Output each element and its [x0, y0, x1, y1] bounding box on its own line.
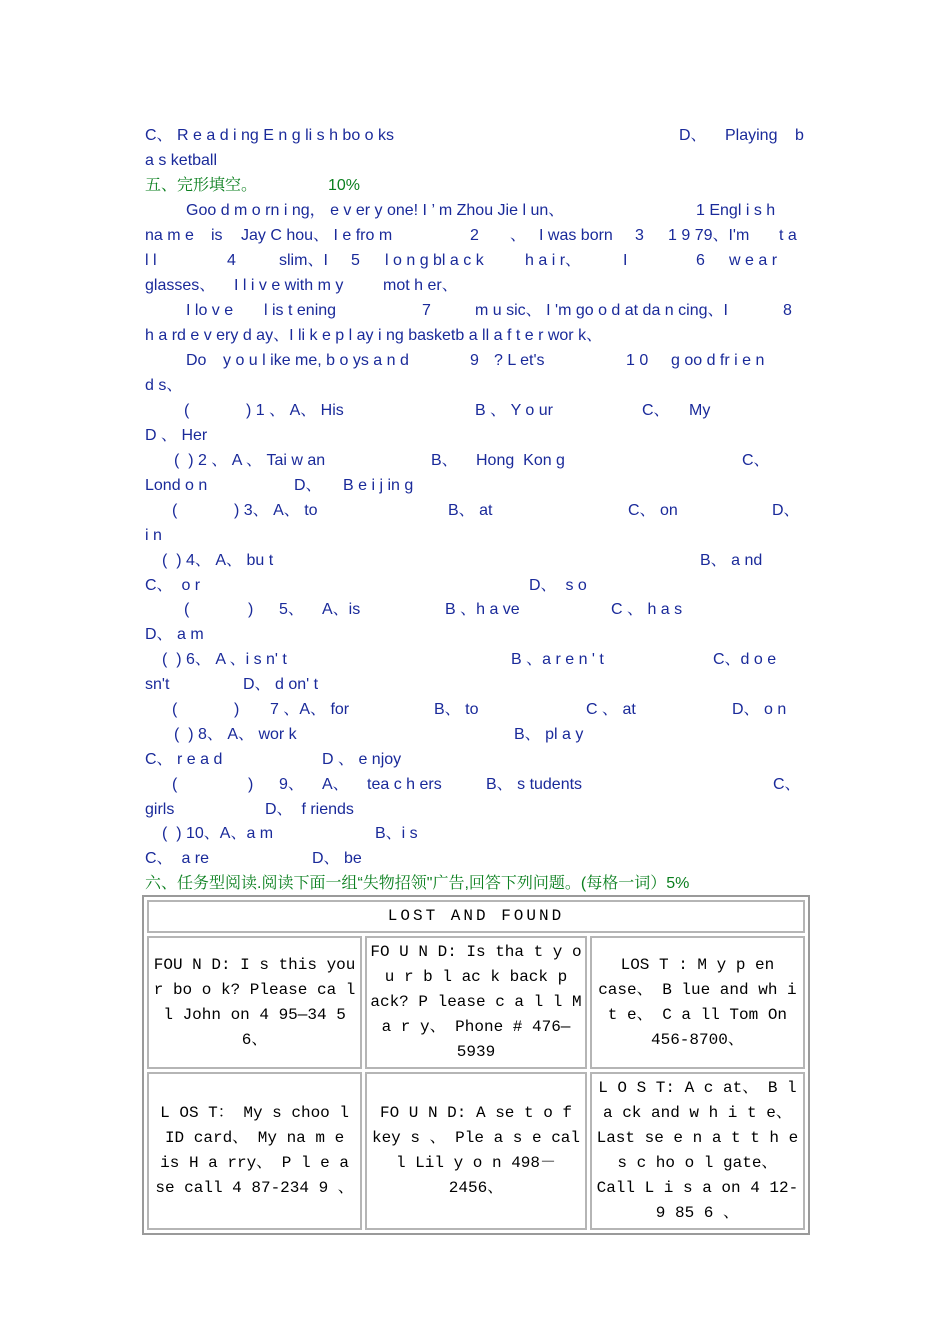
text-segment: 4	[227, 252, 236, 269]
text-line	[145, 374, 810, 398]
text-segment: C 、 at	[586, 701, 636, 718]
table-header: LOST AND FOUND	[147, 900, 805, 933]
text-segment: C、 o r	[145, 577, 201, 594]
text-segment: B、 pl a y	[514, 726, 584, 743]
notice-found-book: FOU N D: I s this you r bo o k? Please ca l l John on 4 95—34 5 6、	[147, 936, 362, 1069]
text-segment: )	[234, 701, 240, 718]
text-segment: l o n g bl a c k	[385, 252, 484, 269]
text-segment: D、 f riends	[265, 801, 354, 818]
text-segment: C、	[742, 452, 770, 469]
text-line	[145, 249, 810, 273]
text-segment: C 、 h a s	[611, 601, 683, 618]
text-line	[145, 274, 810, 298]
text-segment: tea c h ers	[367, 776, 442, 793]
text-segment: C、	[642, 402, 670, 419]
text-segment: 3	[635, 227, 644, 244]
text-line	[145, 149, 810, 173]
text-segment: 、	[510, 227, 527, 244]
text-segment: 1 Engl i s h	[696, 202, 776, 219]
text-segment: 9	[470, 352, 479, 369]
text-segment: D、 o n	[732, 701, 787, 718]
text-segment: B、 a nd	[700, 552, 763, 569]
text-segment: ) 3、 A、 to	[234, 502, 318, 519]
text-segment: girls	[145, 801, 175, 818]
text-line	[145, 424, 810, 448]
text-line	[145, 324, 810, 348]
text-segment: ( ) 2 、 A 、 Tai w an	[174, 452, 326, 469]
text-segment: I lo v e	[186, 302, 234, 319]
text-line	[145, 872, 810, 896]
text-line	[145, 449, 810, 473]
text-line	[145, 524, 810, 548]
text-segment: D、	[294, 477, 322, 494]
text-segment: B e i j in g	[343, 477, 414, 494]
text-segment: 1 0	[626, 352, 649, 369]
text-segment: slim、I	[279, 252, 328, 269]
text-line	[145, 623, 810, 647]
text-segment: Do	[186, 352, 207, 369]
text-segment: B、	[431, 452, 458, 469]
text-segment: b	[795, 127, 804, 144]
text-segment: D 、 e njoy	[322, 751, 402, 768]
text-line	[145, 673, 810, 697]
text-segment: My	[689, 402, 711, 419]
text-segment: (	[184, 402, 190, 419]
text-segment: Lond o n	[145, 477, 208, 494]
text-segment: 2	[470, 227, 479, 244]
text-segment: D、 d on' t	[243, 676, 319, 693]
text-line	[145, 549, 810, 573]
text-segment: ( ) 8、 A、 wor k	[174, 726, 297, 743]
notice-found-backpack: FO U N D: Is tha t y o u r b l ac k back p ack? P lease c a l l M a r y、 Phone # 476—5939	[365, 936, 587, 1069]
text-line	[145, 174, 810, 198]
text-segment: I l i v e with m y	[234, 277, 344, 294]
text-segment: mot h er、	[383, 277, 458, 294]
text-line	[145, 349, 810, 373]
text-segment: A、is	[322, 601, 361, 618]
text-segment: na m e	[145, 227, 194, 244]
text-line	[145, 748, 810, 772]
notice-found-keys: FO U N D: A se t o f key s 、 Ple a s e cal l Lil y o n 498－2456、	[365, 1072, 587, 1230]
text-segment: 五、完形填空。	[145, 177, 258, 194]
text-segment: D、 s o	[529, 577, 587, 594]
text-segment: C、 a re	[145, 850, 210, 867]
text-segment: C、 r e a d	[145, 751, 223, 768]
text-segment: 5、	[279, 601, 304, 618]
text-segment: I was born	[539, 227, 613, 244]
text-segment: 10%	[328, 177, 361, 194]
text-segment: B 、a r e n ' t	[511, 651, 604, 668]
text-segment: g oo d fr i e n	[671, 352, 765, 369]
text-segment: B、 s tudents	[486, 776, 583, 793]
text-segment: A、	[322, 776, 349, 793]
text-segment: C、	[773, 776, 801, 793]
text-segment: ( ) 4、 A、 bu t	[162, 552, 274, 569]
text-line	[145, 723, 810, 747]
text-segment: Jay C hou、 I e fro m	[241, 227, 393, 244]
text-segment: D、 be	[312, 850, 362, 867]
text-segment: ( ) 6、 A 、i s n' t	[162, 651, 287, 668]
text-segment: 7	[422, 302, 431, 319]
text-segment: 5	[351, 252, 360, 269]
text-segment: B、 at	[448, 502, 493, 519]
text-segment: glasses、	[145, 277, 216, 294]
text-segment: w e a r	[729, 252, 778, 269]
text-line	[145, 499, 810, 523]
text-segment: h a i r、	[525, 252, 582, 269]
text-segment: 6	[696, 252, 705, 269]
text-segment: (	[172, 776, 178, 793]
text-line	[145, 199, 810, 223]
text-line	[145, 773, 810, 797]
text-segment: h a rd e v ery d ay、I li k e p l ay i ng basketb a ll a f t e r wor k、	[145, 327, 603, 344]
text-segment: t a	[779, 227, 797, 244]
text-segment: (	[172, 701, 178, 718]
text-segment: C、 R e a d i ng E n g li s h bo o ks	[145, 127, 395, 144]
text-segment: 六、任务型阅读.阅读下面一组“失物招领"广告,回答下列问题。(每格一词）5%	[145, 875, 690, 892]
text-line	[145, 224, 810, 248]
text-line	[145, 124, 810, 148]
text-segment: )	[248, 601, 254, 618]
text-segment: 8	[783, 302, 792, 319]
text-segment: Playing	[725, 127, 778, 144]
text-segment: D 、 Her	[145, 427, 208, 444]
text-line	[145, 798, 810, 822]
notice-lost-pencil-case: LOS T : M y p en case、 B lue and wh i t e、 C a ll Tom On 456-8700、	[590, 936, 805, 1069]
text-segment: l is t ening	[264, 302, 337, 319]
text-segment: d s、	[145, 377, 183, 394]
text-segment: m u sic、 I 'm go o d at da n cing、I	[475, 302, 728, 319]
text-segment: (	[172, 502, 178, 519]
text-line	[145, 399, 810, 423]
text-segment: y o u l ike me, b o ys a n d	[223, 352, 409, 369]
text-line	[145, 299, 810, 323]
text-line	[145, 822, 810, 846]
text-segment: is	[211, 227, 223, 244]
text-segment: Hong Kon g	[476, 452, 565, 469]
text-segment: a s ketball	[145, 152, 218, 169]
text-segment: (	[184, 601, 190, 618]
text-line	[145, 847, 810, 871]
text-segment: 9、	[279, 776, 304, 793]
notice-lost-id-card: L OS T： My s choo l ID card、 My na m e is H a rry、 P l e a se call 4 87-234 9 、	[147, 1072, 362, 1230]
text-line	[145, 474, 810, 498]
text-segment: )	[248, 776, 254, 793]
text-segment: 1 9 79、I'm	[668, 227, 750, 244]
text-segment: B、 to	[434, 701, 479, 718]
text-segment: B、i s	[375, 825, 418, 842]
text-segment: sn't	[145, 676, 170, 693]
text-segment: C、 on	[628, 502, 678, 519]
text-segment: C、d o e	[713, 651, 777, 668]
text-line	[145, 648, 810, 672]
text-segment: 7 、A、 for	[270, 701, 350, 718]
text-segment: D、 a m	[145, 626, 204, 643]
text-line	[145, 598, 810, 622]
text-segment: B 、 Y o ur	[475, 402, 553, 419]
text-segment: i n	[145, 527, 162, 544]
text-segment: B 、h a ve	[445, 601, 520, 618]
text-segment: ( ) 10、A、a m	[162, 825, 274, 842]
text-segment: ) 1 、 A、 His	[246, 402, 344, 419]
text-line	[145, 574, 810, 598]
text-segment: I	[623, 252, 628, 269]
text-segment: D、	[679, 127, 707, 144]
notice-lost-cat: L O S T: A c at、 B l a ck and w h i t e、 Last se e n a t t h e s c ho o l gate、 Call L i s a on 4 12-9 85 6 、	[590, 1072, 805, 1230]
text-segment: ? L et's	[494, 352, 545, 369]
text-segment: l l	[145, 252, 157, 269]
text-segment: D、	[772, 502, 800, 519]
lost-and-found-table	[142, 895, 810, 1235]
text-line	[145, 698, 810, 722]
text-segment: Goo d m o rn i ng， e v er y one! I ’ m Zhou Jie l un、	[186, 202, 565, 219]
